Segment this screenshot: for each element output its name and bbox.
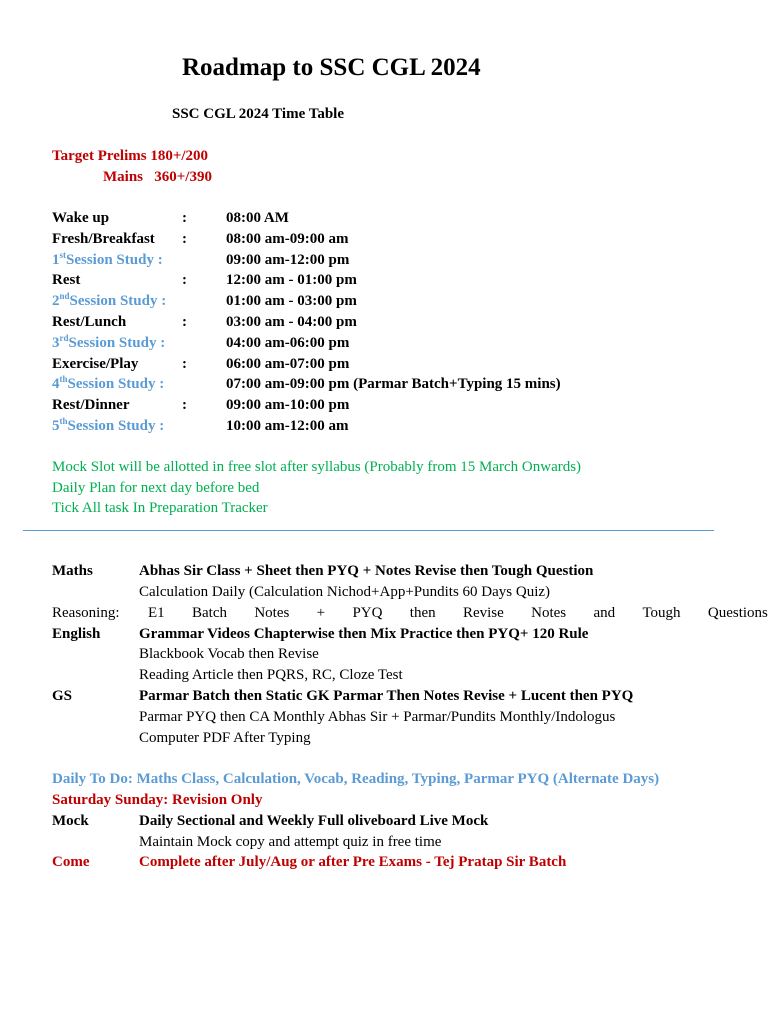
schedule-time: 03:00 am - 04:00 pm [226, 314, 357, 330]
schedule-label: Rest/Lunch [52, 314, 127, 330]
schedule-label: 2ndSession Study : [52, 291, 167, 309]
daily-todo: Daily To Do: Maths Class, Calculation, Vocab, Reading, Typing, Parmar PYQ (Alternate Days) [52, 771, 660, 787]
schedule-time: 10:00 am-12:00 am [226, 418, 349, 434]
subject-english-line3: Reading Article then PQRS, RC, Cloze Test [139, 667, 403, 683]
schedule-colon: : [182, 210, 187, 226]
schedule-label: 3rdSession Study : [52, 333, 166, 351]
note-tick-tasks: Tick All task In Preparation Tracker [52, 500, 268, 516]
schedule-time: 08:00 am-09:00 am [226, 231, 349, 247]
ordinal-suffix: th [59, 416, 68, 426]
subject-english-label: English [52, 626, 101, 642]
subject-maths-line1: Abhas Sir Class + Sheet then PYQ + Notes Revise then Tough Question [139, 563, 594, 579]
mock-line1: Daily Sectional and Weekly Full oliveboard Live Mock [139, 813, 489, 829]
reasoning-word: and [593, 605, 616, 621]
schedule-colon: : [182, 272, 187, 288]
reasoning-word: Notes [254, 605, 290, 621]
note-daily-plan: Daily Plan for next day before bed [52, 480, 260, 496]
ordinal-suffix: nd [59, 291, 70, 301]
subject-maths-label: Maths [52, 563, 93, 579]
subject-english-line1: Grammar Videos Chapterwise then Mix Practice then PYQ+ 120 Rule [139, 626, 589, 642]
come-text: Complete after July/Aug or after Pre Exams - Tej Pratap Sir Batch [139, 854, 567, 870]
reasoning-word: E1 [148, 605, 165, 621]
ordinal-suffix: st [59, 250, 66, 260]
schedule-time: 06:00 am-07:00 pm [226, 356, 350, 372]
page-title: Roadmap to SSC CGL 2024 [182, 54, 481, 81]
mock-label: Mock [52, 813, 89, 829]
schedule-label: Exercise/Play [52, 356, 139, 372]
schedule-time: 09:00 am-12:00 pm [226, 252, 350, 268]
reasoning-word: Batch [192, 605, 227, 621]
subject-gs-line2: Parmar PYQ then CA Monthly Abhas Sir + Parmar/Pundits Monthly/Indologus [139, 709, 616, 725]
reasoning-word: PYQ [352, 605, 383, 621]
reasoning-word: Tough [642, 605, 681, 621]
schedule-time: 09:00 am-10:00 pm [226, 397, 350, 413]
subject-maths-line2: Calculation Daily (Calculation Nichod+App+Pundits 60 Days Quiz) [139, 584, 551, 600]
reasoning-word: Revise [462, 605, 504, 621]
schedule-colon: : [182, 397, 187, 413]
section-divider [23, 530, 714, 531]
reasoning-word: then [409, 605, 436, 621]
target-prelims: Target Prelims 180+/200 [52, 148, 209, 164]
schedule-colon: : [182, 314, 187, 330]
subject-gs-line3: Computer PDF After Typing [139, 730, 311, 746]
schedule-label: Rest/Dinner [52, 397, 130, 413]
subject-reasoning-line [148, 605, 768, 622]
come-label: Come [52, 854, 90, 870]
subject-gs-line1: Parmar Batch then Static GK Parmar Then Notes Revise + Lucent then PYQ [139, 688, 634, 704]
subject-english-line2: Blackbook Vocab then Revise [139, 646, 319, 662]
target-mains: Mains 360+/390 [103, 169, 212, 185]
reasoning-word: Notes [531, 605, 567, 621]
schedule-label: Fresh/Breakfast [52, 231, 155, 247]
weekend-revision: Saturday Sunday: Revision Only [52, 792, 263, 808]
mock-line2: Maintain Mock copy and attempt quiz in free time [139, 834, 442, 850]
schedule-time: 07:00 am-09:00 pm (Parmar Batch+Typing 15 mins) [226, 376, 561, 392]
schedule-label: Rest [52, 272, 81, 288]
reasoning-word: + [316, 605, 326, 621]
schedule-time: 12:00 am - 01:00 pm [226, 272, 357, 288]
schedule-time: 01:00 am - 03:00 pm [226, 293, 357, 309]
schedule-label: 4thSession Study : [52, 374, 165, 392]
schedule-time: 08:00 AM [226, 210, 289, 226]
schedule-label: 1stSession Study : [52, 250, 163, 268]
schedule-label: 5thSession Study : [52, 416, 165, 434]
schedule-label: Wake up [52, 210, 110, 226]
ordinal-suffix: th [59, 374, 68, 384]
subject-gs-label: GS [52, 688, 73, 704]
schedule-colon: : [182, 356, 187, 372]
schedule-time: 04:00 am-06:00 pm [226, 335, 350, 351]
ordinal-suffix: rd [59, 333, 69, 343]
page-subtitle: SSC CGL 2024 Time Table [172, 106, 345, 122]
subject-reasoning-label: Reasoning: [52, 605, 120, 621]
note-mock-slot: Mock Slot will be allotted in free slot after syllabus (Probably from 15 March Onwards) [52, 459, 582, 475]
schedule-colon: : [182, 231, 187, 247]
reasoning-word: Questions [707, 605, 768, 621]
